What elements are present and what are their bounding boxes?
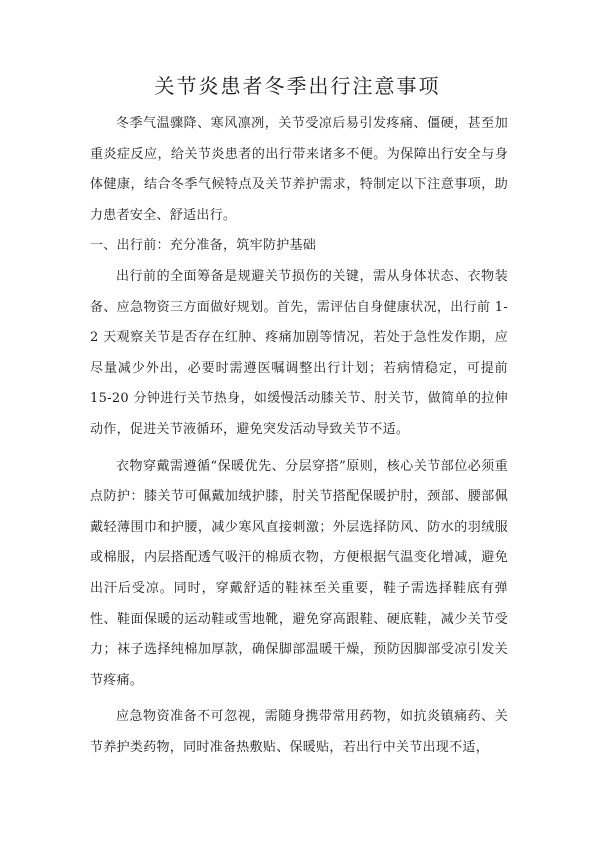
body-paragraph: 出行前的全面筹备是规避关节损伤的关键，需从身体状态、衣物装备、应急物资三方面做好规划。首先，需评估自身健康状况，出行前 1-2 天观察关节是否存在红肿、疼痛加剧等情况，若处于急性发作期，应尽量减少外出，必要时需遵医嘱调整出行计划；若病情稳定，可提前 15-20 分钟进行关节热身，如缓慢活动膝关节、肘关节，做简单的拉伸动作，促进关节液循环，避免突发活动导致关节不适。 [90, 268, 508, 437]
intro-paragraph: 冬季气温骤降、寒风凛冽，关节受凉后易引发疼痛、僵硬，甚至加重炎症反应，给关节炎患者的出行带来诸多不便。为保障出行安全与身体健康，结合冬季气候特点及关节养护需求，特制定以下注意事项，助力患者安全、舒适出行。 [90, 116, 508, 223]
document-body [90, 109, 508, 763]
document-title: 关节炎患者冬季出行注意事项 [154, 74, 441, 98]
section-heading: 一、出行前：充分准备，筑牢防护基础 [90, 238, 317, 254]
body-paragraph: 衣物穿戴需遵循“保暖优先、分层穿搭”原则，核心关节部位必须重点防护：膝关节可佩戴加绒护膝，肘关节搭配保暖护肘，颈部、腰部佩戴轻薄围巾和护腰，减少寒风直接刺激；外层选择防风、防水的羽绒服或棉服，内层搭配透气吸汗的棉质衣物，方便根据气温变化增减，避免出汗后受凉。同时，穿戴舒适的鞋袜至关重要，鞋子需选择鞋底有弹性、鞋面保暖的运动鞋或雪地靴，避免穿高跟鞋、硬底鞋，减少关节受力；袜子选择纯棉加厚款，确保脚部温暖干燥，预防因脚部受凉引发关节疼痛。 [90, 458, 508, 688]
body-paragraph: 应急物资准备不可忽视，需随身携带常用药物，如抗炎镇痛药、关节养护类药物，同时准备热敷贴、保暖贴，若出行中关节出现不适， [90, 709, 508, 755]
